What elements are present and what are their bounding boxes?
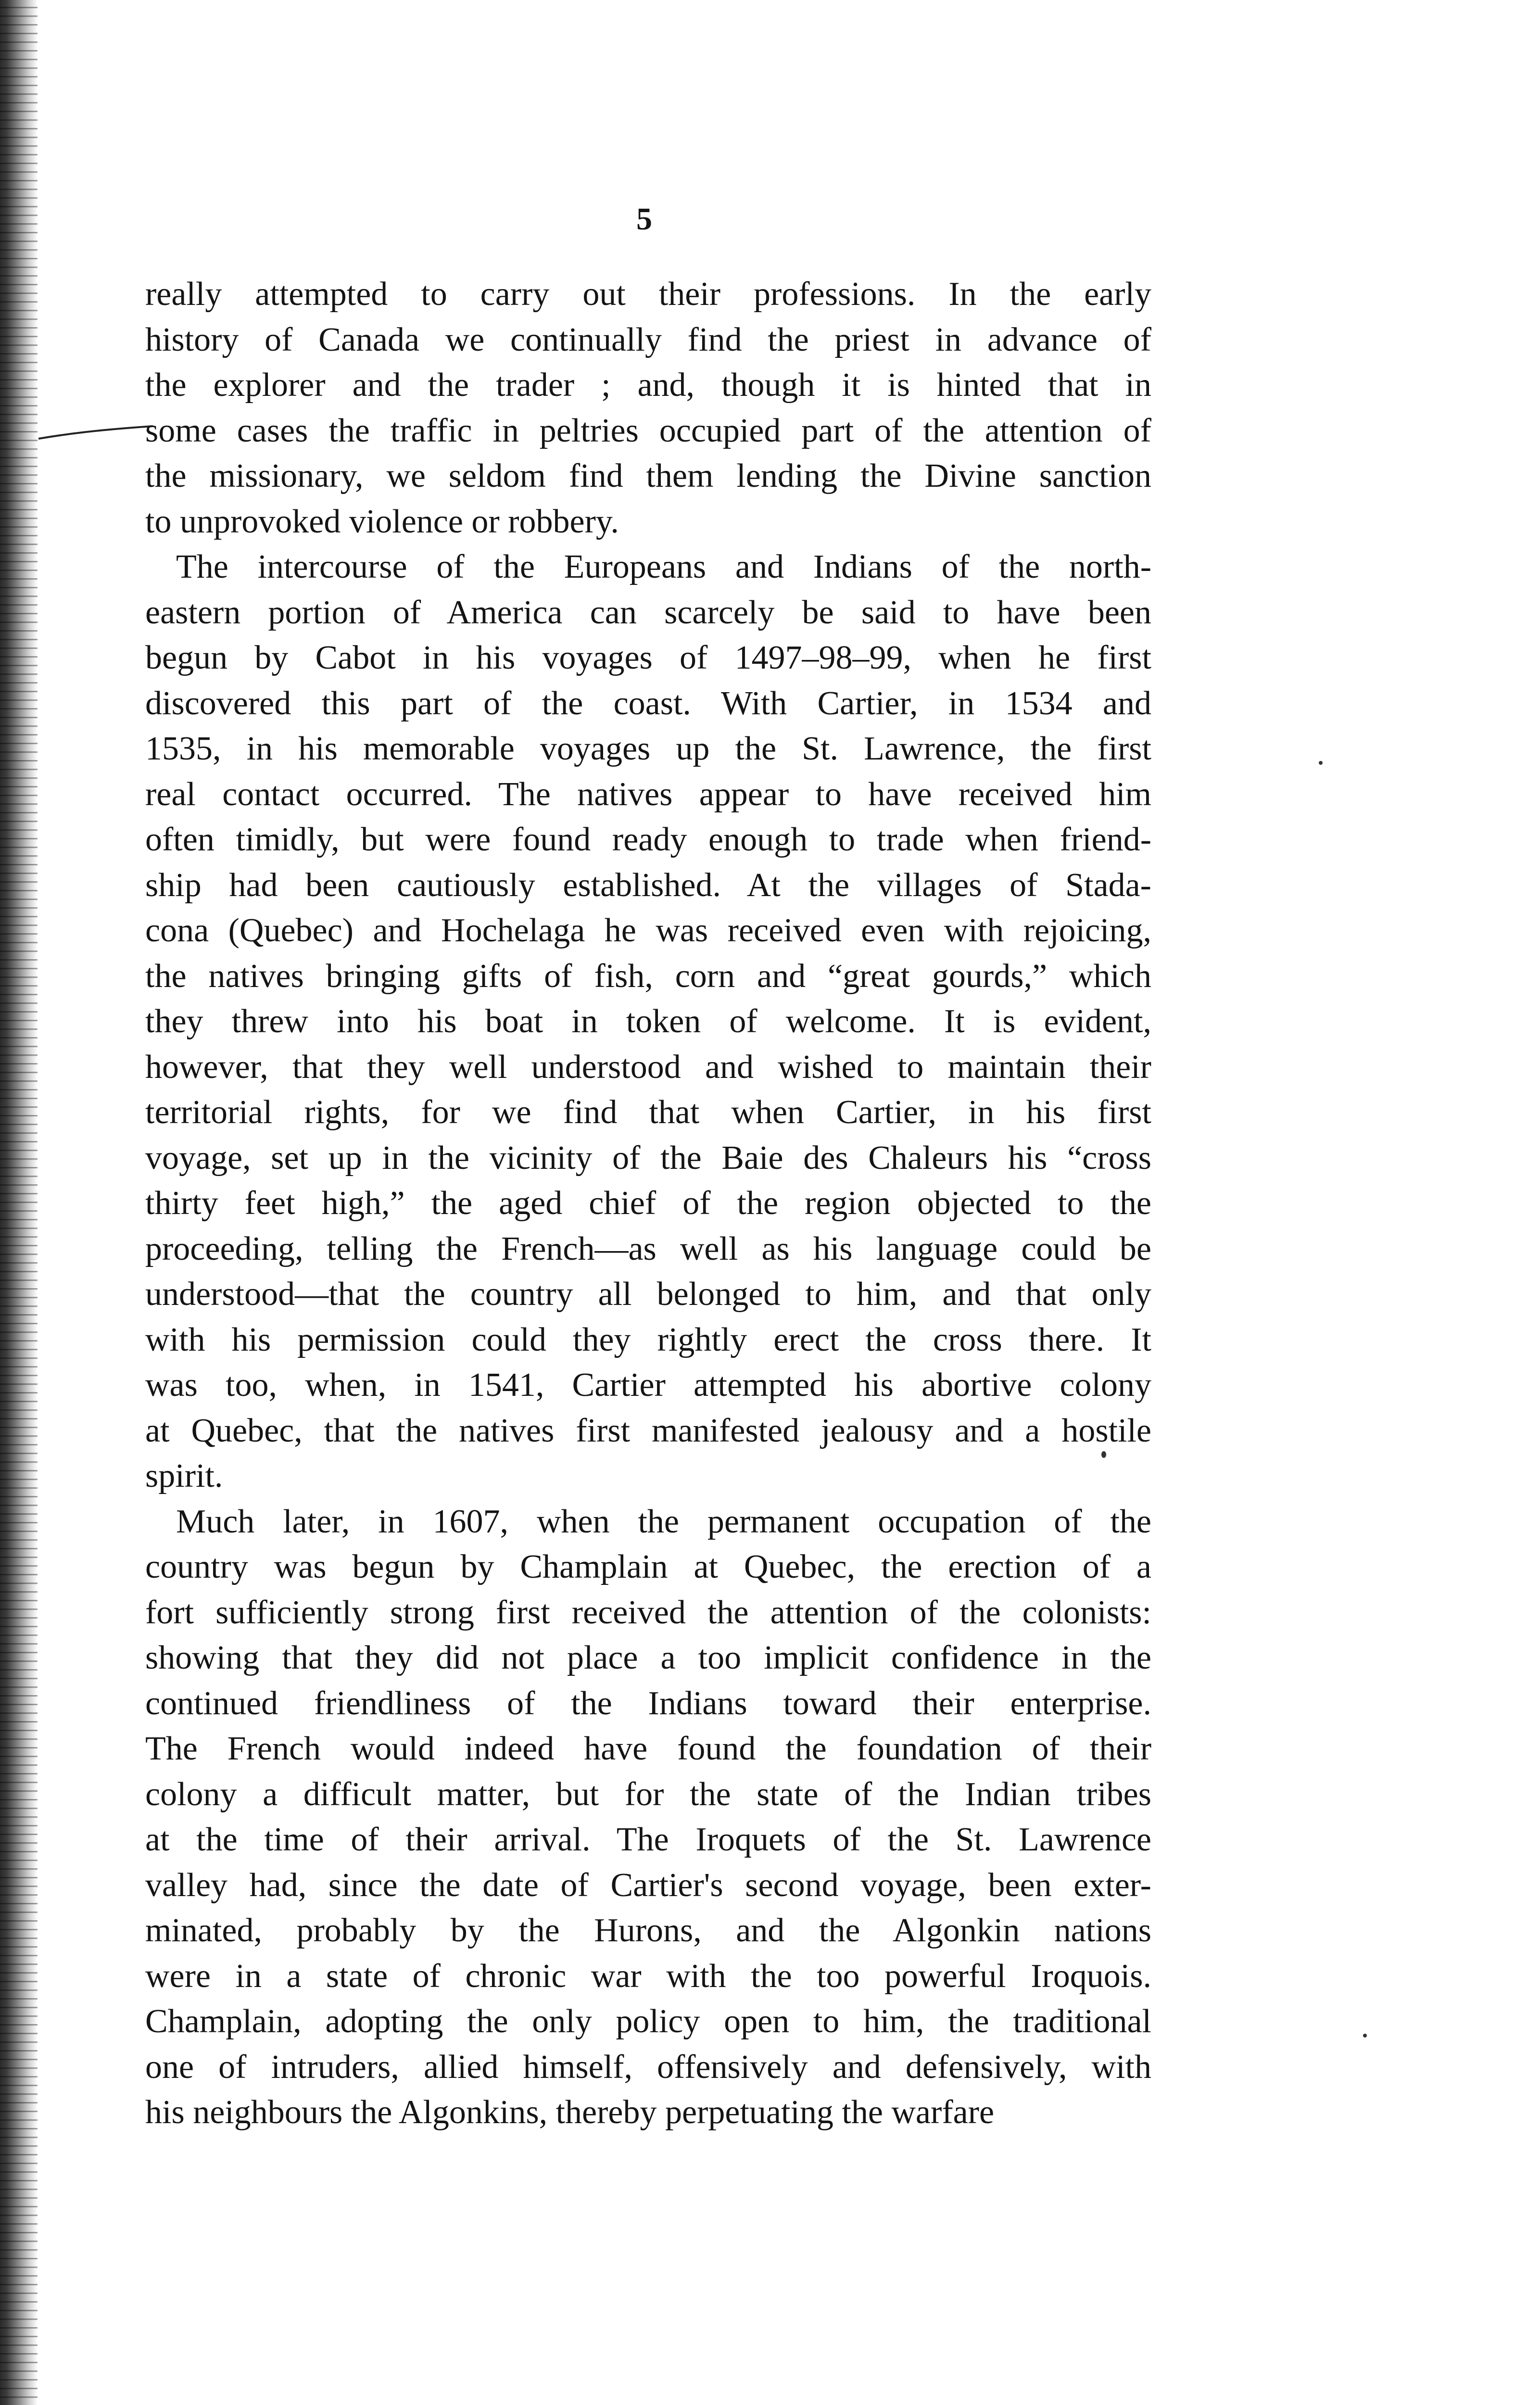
text-line: The intercourse of the Europeans and Indians of the north-	[176, 548, 1151, 585]
text-line: his neighbours the Algonkins, thereby perpetuating the warfare	[145, 2094, 995, 2131]
ink-speck	[1319, 761, 1323, 765]
text-line: really attempted to carry out their professions. In the early	[145, 276, 1151, 313]
ink-speck	[1363, 2034, 1367, 2038]
text-line: the natives bringing gifts of fish, corn and “great gourds,” which	[145, 957, 1151, 995]
text-line: understood—that the country all belonged to him, and that only	[145, 1276, 1151, 1313]
text-line: cona (Quebec) and Hochelaga he was received even with rejoicing,	[145, 912, 1151, 949]
text-line: begun by Cabot in his voyages of 1497–98–99, when he first	[145, 639, 1151, 676]
text-line: eastern portion of America can scarcely be said to have been	[145, 594, 1151, 631]
text-line: to unprovoked violence or robbery.	[145, 503, 619, 540]
text-line: some cases the traffic in peltries occupied part of the attention of	[145, 412, 1151, 449]
text-line: ship had been cautiously established. At the villages of Stada-	[145, 866, 1151, 904]
text-line: the missionary, we seldom find them lending the Divine sanction	[145, 457, 1151, 494]
text-line: were in a state of chronic war with the too powerful Iroquois.	[145, 1957, 1151, 1995]
scan-binding-edge	[0, 0, 38, 2405]
text-line: proceeding, telling the French—as well as his language could be	[145, 1230, 1151, 1267]
text-line: however, that they well understood and wished to maintain their	[145, 1048, 1151, 1086]
margin-pen-stroke	[38, 423, 154, 443]
text-line: country was begun by Champlain at Quebec, the erection of a	[145, 1548, 1151, 1585]
paragraph	[145, 544, 1151, 1499]
text-line: voyage, set up in the vicinity of the Baie des Chaleurs his “cross	[145, 1139, 1151, 1177]
text-line: colony a difficult matter, but for the state of the Indian tribes	[145, 1775, 1151, 1813]
text-line: at the time of their arrival. The Iroquets of the St. Lawrence	[145, 1821, 1151, 1858]
text-line: The French would indeed have found the foundation of their	[145, 1730, 1151, 1767]
text-line: territorial rights, for we find that when Cartier, in his first	[145, 1094, 1151, 1131]
text-line: real contact occurred. The natives appear to have received him	[145, 775, 1151, 813]
text-line: continued friendliness of the Indians toward their enterprise.	[145, 1684, 1151, 1722]
page-body	[145, 272, 1151, 2136]
text-line: history of Canada we continually find the priest in advance of	[145, 321, 1151, 358]
text-line: Much later, in 1607, when the permanent occupation of the	[176, 1503, 1151, 1540]
text-line: valley had, since the date of Cartier's second voyage, been exter-	[145, 1866, 1151, 1904]
paragraph	[145, 1499, 1151, 2136]
text-line: was too, when, in 1541, Cartier attempted his abortive colony	[145, 1367, 1151, 1404]
text-line: discovered this part of the coast. With Cartier, in 1534 and	[145, 684, 1151, 722]
text-line: 1535, in his memorable voyages up the St. Lawrence, the first	[145, 730, 1151, 767]
paragraph	[145, 272, 1151, 544]
text-line: spirit.	[145, 1457, 223, 1494]
text-line: with his permission could they rightly erect the cross there. It	[145, 1321, 1151, 1358]
text-line: fort sufficiently strong first received the attention of the colonists:	[145, 1594, 1151, 1631]
text-line: one of intruders, allied himself, offensively and defensively, with	[145, 2048, 1151, 2086]
text-line: they threw into his boat in token of welcome. It is evident,	[145, 1003, 1151, 1040]
text-line: the explorer and the trader ; and, though it is hinted that in	[145, 367, 1151, 404]
text-line: minated, probably by the Hurons, and the Algonkin nations	[145, 1912, 1151, 1949]
page-number: 5	[636, 202, 653, 237]
text-line: at Quebec, that the natives first manifested jealousy and a hostile	[145, 1412, 1151, 1449]
text-line: thirty feet high,” the aged chief of the region objected to the	[145, 1185, 1151, 1222]
text-line: showing that they did not place a too implicit confidence in the	[145, 1639, 1151, 1676]
text-line: Champlain, adopting the only policy open to him, the traditional	[145, 2003, 1151, 2040]
text-line: often timidly, but were found ready enough to trade when friend-	[145, 821, 1151, 858]
